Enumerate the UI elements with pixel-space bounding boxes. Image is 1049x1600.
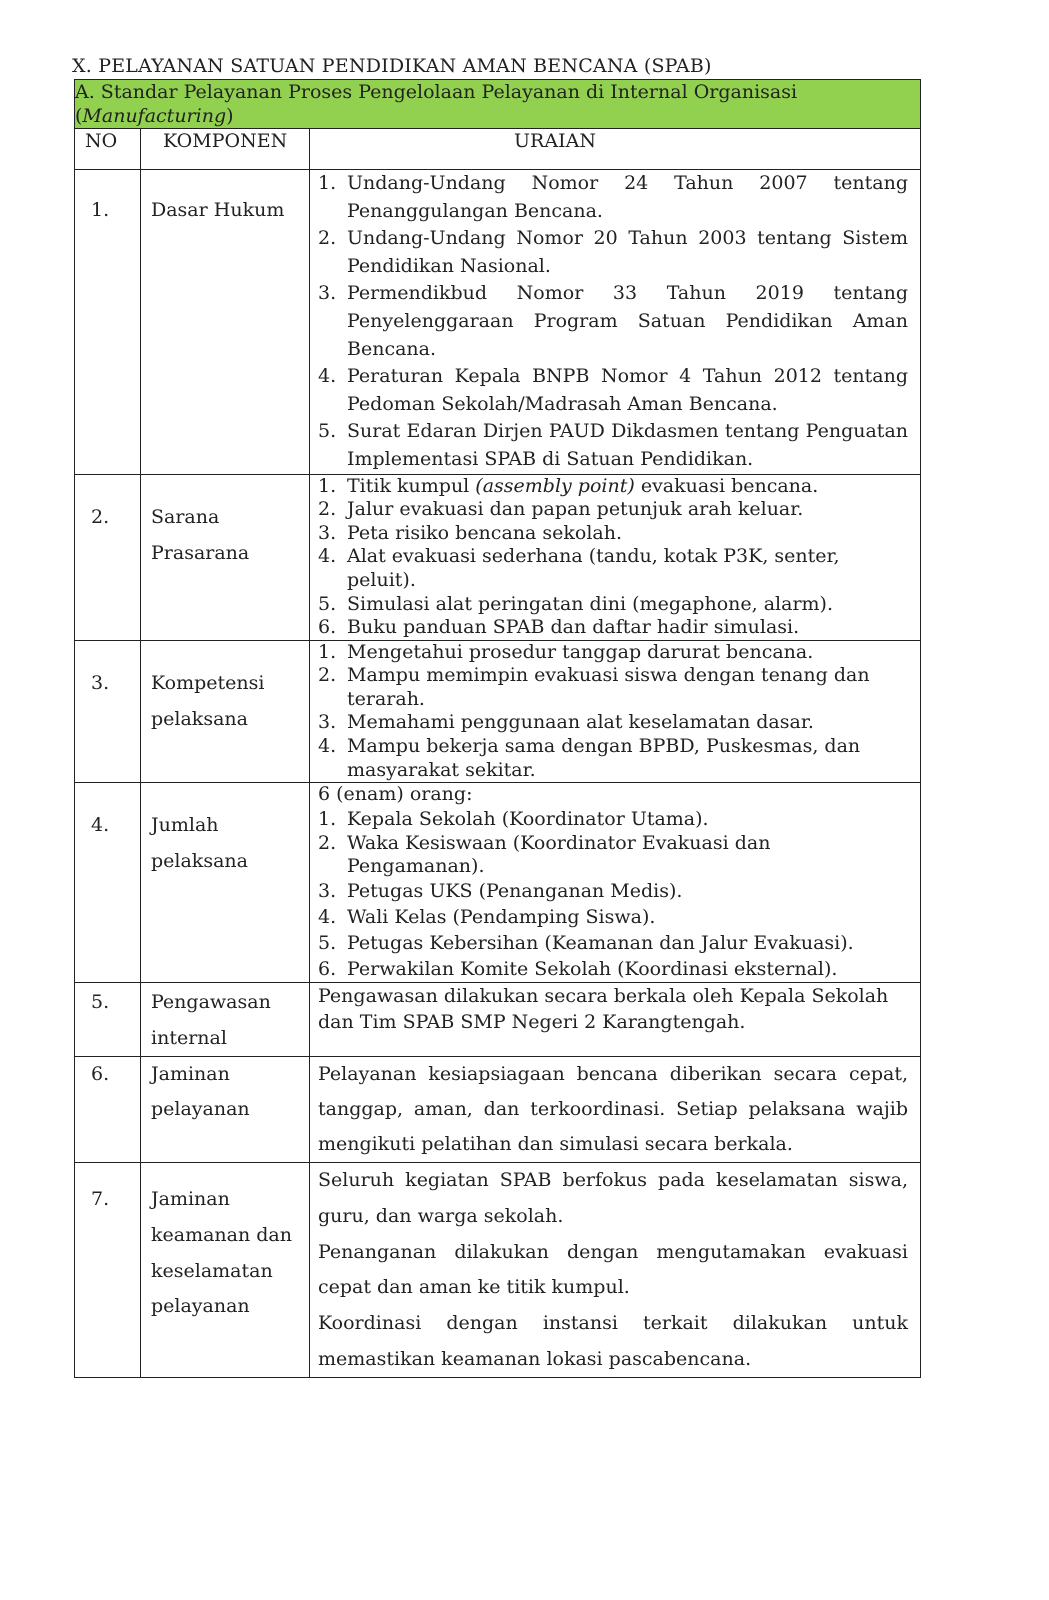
- list-item: 2. Undang-Undang Nomor 20 Tahun 2003 tentang Sistem Pendidikan Nasional.: [318, 227, 909, 277]
- komponen-line: keamanan dan: [151, 1223, 292, 1246]
- uraian-list: [318, 170, 908, 474]
- list-item: 3. Petugas UKS (Penanganan Medis).: [318, 880, 683, 903]
- table-row: [75, 1057, 921, 1163]
- table-title-line2: [75, 104, 920, 128]
- row-number: 6.: [75, 1057, 141, 1163]
- column-header-komponen: KOMPONEN: [141, 129, 310, 170]
- row-komponen: Dasar Hukum: [141, 170, 310, 475]
- komponen-line: Jaminan: [151, 1063, 230, 1086]
- row-komponen: [141, 1163, 310, 1378]
- komponen-line: pelayanan: [151, 1098, 250, 1121]
- list-item: 5. Petugas Kebersihan (Keamanan dan Jalur Evakuasi).: [318, 932, 854, 955]
- column-header-row: [75, 129, 921, 170]
- komponen-line: Sarana: [151, 505, 220, 528]
- uraian-paragraph: Seluruh kegiatan SPAB berfokus pada keselamatan siswa, guru, dan warga sekolah.: [318, 1169, 909, 1227]
- table-row: [75, 783, 921, 983]
- row-uraian: [310, 640, 921, 783]
- table-title-row: [75, 80, 921, 129]
- list-item: 3. Memahami penggunaan alat keselamatan dasar.: [318, 711, 814, 734]
- uraian-paragraph: Koordinasi dengan instansi terkait dilakukan untuk memastikan keamanan lokasi pascabencana.: [318, 1312, 909, 1370]
- komponen-line: Jaminan: [151, 1188, 230, 1211]
- row-komponen: [141, 1057, 310, 1163]
- list-item: 2. Jalur evakuasi dan papan petunjuk arah keluar.: [318, 498, 804, 521]
- row-uraian: [310, 783, 921, 983]
- list-item: 1. Mengetahui prosedur tanggap darurat bencana.: [318, 640, 814, 663]
- list-item: 5. Surat Edaran Dirjen PAUD Dikdasmen tentang Penguatan Implementasi SPAB di Satuan Pendidikan.: [318, 420, 909, 470]
- uraian-text: Pelayanan kesiapsiagaan bencana diberikan secara cepat, tanggap, aman, dan terkoordinasi. Setiap pelaksana wajib mengikuti pelatihan dan simulasi secara berkala.: [318, 1063, 909, 1156]
- uraian-paragraph: Penanganan dilakukan dengan mengutamakan evakuasi cepat dan aman ke titik kumpul.: [318, 1240, 909, 1299]
- list-item: 6. Buku panduan SPAB dan daftar hadir simulasi.: [318, 616, 800, 639]
- komponen-line: keselamatan: [151, 1259, 273, 1282]
- list-item: 4. Wali Kelas (Pendamping Siswa).: [318, 906, 656, 929]
- uraian-text: Pengawasan dilakukan secara berkala oleh Kepala Sekolah dan Tim SPAB SMP Negeri 2 Karangtengah.: [318, 985, 889, 1034]
- section-title: X. PELAYANAN SATUAN PENDIDIKAN AMAN BENCANA (SPAB): [72, 55, 712, 77]
- paren-open: (: [75, 105, 83, 127]
- uraian-intro: 6 (enam) orang:: [318, 783, 473, 806]
- assembly-point-italic: (assembly point): [475, 474, 635, 497]
- list-item: 3. Peta risiko bencana sekolah.: [318, 521, 622, 544]
- row-number: 7.: [75, 1163, 141, 1378]
- table-row: [75, 170, 921, 475]
- row-komponen: [141, 983, 310, 1057]
- column-header-no: NO: [75, 129, 141, 170]
- row-number: 3.: [75, 640, 141, 783]
- list-item: 4. Mampu bekerja sama dengan BPBD, Puskesmas, dan masyarakat sekitar.: [318, 735, 861, 781]
- komponen-line: Jumlah: [151, 814, 219, 837]
- paren-close: ): [226, 105, 234, 127]
- row-uraian: [310, 474, 921, 640]
- uraian-list: [318, 475, 908, 640]
- komponen-line: pelaksana: [151, 850, 248, 873]
- komponen-line: Pengawasan: [151, 991, 271, 1014]
- row-komponen: [141, 640, 310, 783]
- row-uraian: [310, 983, 921, 1057]
- list-item: 4. Peraturan Kepala BNPB Nomor 4 Tahun 2012 tentang Pedoman Sekolah/Madrasah Aman Bencana.: [318, 365, 909, 415]
- komponen-line: Prasarana: [151, 541, 250, 564]
- manufacturing-label: Manufacturing: [82, 105, 227, 127]
- list-item: 3. Permendikbud Nomor 33 Tahun 2019 tentang Penyelenggaraan Program Satuan Pendidikan Aman Bencana.: [318, 282, 909, 360]
- komponen-line: pelayanan: [151, 1295, 250, 1318]
- list-item: 1. Undang-Undang Nomor 24 Tahun 2007 tentang Penanggulangan Bencana.: [318, 172, 909, 222]
- row-uraian: [310, 1163, 921, 1378]
- row-komponen: [141, 474, 310, 640]
- row-komponen: [141, 783, 310, 983]
- table-row: [75, 983, 921, 1057]
- komponen-line: internal: [151, 1027, 227, 1050]
- spab-service-standard-table: [74, 79, 921, 1378]
- table-row: [75, 1163, 921, 1378]
- row-number: 2.: [75, 474, 141, 640]
- table-row: [75, 640, 921, 783]
- uraian-list: [318, 806, 908, 982]
- list-item: 2. Mampu memimpin evakuasi siswa dengan tenang dan terarah.: [318, 664, 870, 710]
- table-row: [75, 474, 921, 640]
- row-number: 5.: [75, 983, 141, 1057]
- uraian-list: [318, 641, 908, 783]
- komponen-line: Kompetensi: [151, 671, 265, 694]
- row-number: 1.: [75, 170, 141, 475]
- list-item: 1. Titik kumpul (assembly point) evakuasi bencana.: [318, 474, 819, 497]
- table-title-cell: [75, 80, 921, 129]
- list-item: 2. Waka Kesiswaan (Koordinator Evakuasi dan Pengamanan).: [318, 832, 771, 878]
- table-title-line1: A. Standar Pelayanan Proses Pengelolaan Pelayanan di Internal Organisasi: [75, 81, 798, 103]
- row-uraian: [310, 1057, 921, 1163]
- list-item: 4. Alat evakuasi sederhana (tandu, kotak P3K, senter, peluit).: [318, 545, 840, 591]
- komponen-line: pelaksana: [151, 707, 248, 730]
- list-item: 5. Simulasi alat peringatan dini (megaphone, alarm).: [318, 592, 833, 615]
- list-item: 6. Perwakilan Komite Sekolah (Koordinasi eksternal).: [318, 958, 838, 981]
- row-uraian: [310, 170, 921, 475]
- column-header-uraian: URAIAN: [310, 129, 921, 170]
- list-item: 1. Kepala Sekolah (Koordinator Utama).: [318, 808, 709, 831]
- row-number: 4.: [75, 783, 141, 983]
